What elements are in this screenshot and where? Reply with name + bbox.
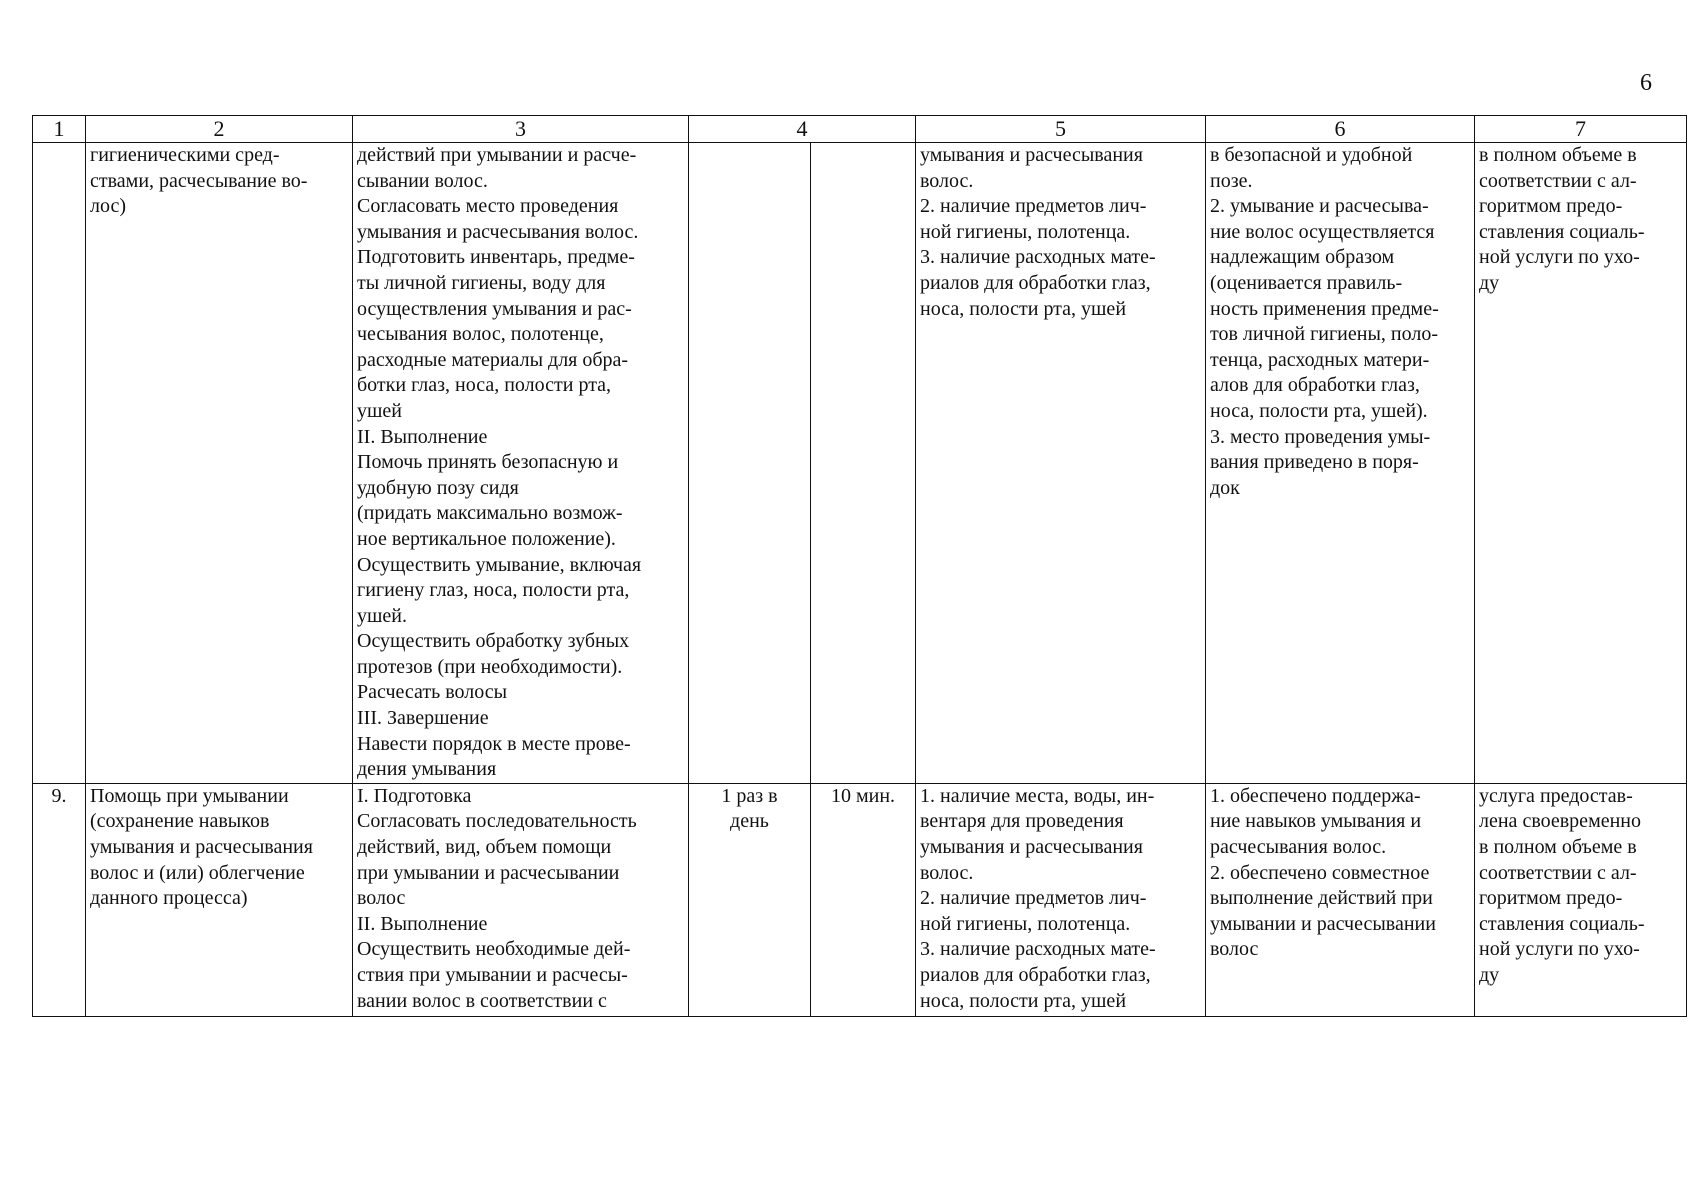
cell-quality-indicators: 1. обеспечено поддержа- ние навыков умывания и расчесывания волос. 2. обеспечено совместное выполнение действий при умывании и расчесывании волос (1206, 783, 1475, 1016)
header-col-5: 5 (916, 116, 1206, 143)
cell-procedure: I. Подготовка Согласовать последовательность действий, вид, объем помощи при умывании и расчесывании волос II. Выполнение Осуществить необходимые дей- ствия при умывании и расчесы- вании волос в соответствии с (353, 783, 689, 1016)
cell-service-name: Помощь при умывании (сохранение навыков умывания и расчесывания волос и (или) облегчение данного процесса) (86, 783, 353, 1016)
cell-number: 9. (33, 783, 86, 1016)
cell-conditions: умывания и расчесывания волос. 2. наличие предметов лич- ной гигиены, полотенца. 3. наличие расходных мате- риалов для обработки глаз, носа, полости рта, ушей (916, 143, 1206, 784)
cell-procedure: действий при умывании и расче- сывании волос. Согласовать место проведения умывания и расчесывания волос. Подготовить инвентарь, предме- ты личной гигиены, воду для осуществления умывания и рас- чесывания волос, полотенце, расходные материалы для обра- ботки глаз, носа, полости рта, ушей II. Выполнение Помочь принять безопасную и удобную позу сидя (придать максимально возмож- ное вертикальное положение). Осуществить умывание, включая гигиену глаз, носа, полости рта, ушей. Осуществить обработку зубных протезов (при необходимости). Расчесать волосы III. Завершение Навести порядок в месте прове- дения умывания (353, 143, 689, 784)
cell-duration (811, 143, 916, 784)
cell-frequency (689, 143, 811, 784)
header-col-6: 6 (1206, 116, 1475, 143)
header-col-2: 2 (86, 116, 353, 143)
cell-frequency: 1 раз в день (689, 783, 811, 1016)
cell-number (33, 143, 86, 784)
header-col-1: 1 (33, 116, 86, 143)
header-col-3: 3 (353, 116, 689, 143)
cell-conditions: 1. наличие места, воды, ин- вентаря для проведения умывания и расчесывания волос. 2. наличие предметов лич- ной гигиены, полотенца. 3. наличие расходных мате- риалов для обработки глаз, носа, полости рта, ушей (916, 783, 1206, 1016)
services-table (32, 115, 1687, 1017)
header-row (33, 116, 1687, 143)
header-col-4: 4 (689, 116, 916, 143)
cell-duration: 10 мин. (811, 783, 916, 1016)
table-row (33, 143, 1687, 784)
header-col-7: 7 (1475, 116, 1687, 143)
cell-service-name: гигиеническими сред- ствами, расчесывание во- лос) (86, 143, 353, 784)
cell-evaluation: услуга предостав- лена своевременно в полном объеме в соответствии с ал- горитмом предо- ставления социаль- ной услуги по ухо- ду (1475, 783, 1687, 1016)
cell-quality-indicators: в безопасной и удобной позе. 2. умывание и расчесыва- ние волос осуществляется надлежащим образом (оценивается правиль- ность применения предме- тов личной гигиены, поло- тенца, расходных матери- алов для обработки глаз, носа, полости рта, ушей). 3. место проведения умы- вания приведено в поря- док (1206, 143, 1475, 784)
page-number: 6 (1640, 70, 1652, 96)
table-row (33, 783, 1687, 1016)
cell-evaluation: в полном объеме в соответствии с ал- горитмом предо- ставления социаль- ной услуги по ухо- ду (1475, 143, 1687, 784)
